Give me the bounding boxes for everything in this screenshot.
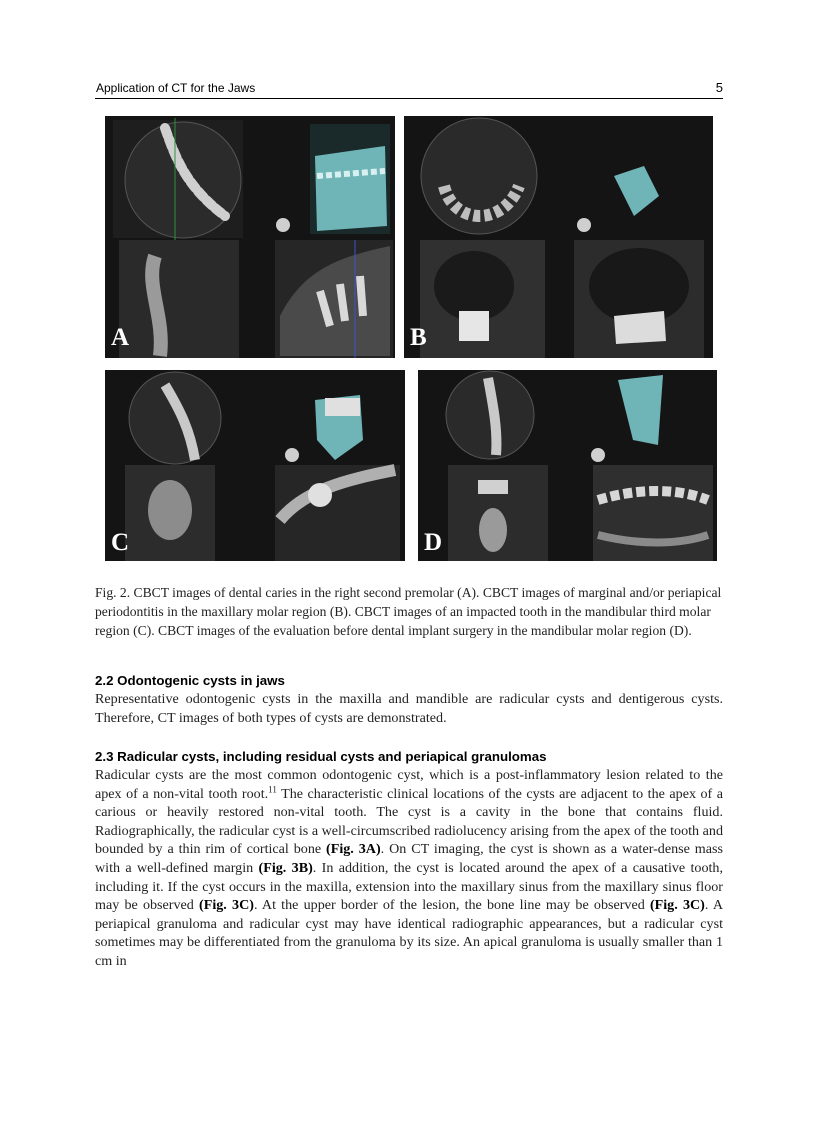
figure-panel-c — [105, 370, 405, 561]
panel-letter-c: C — [111, 529, 130, 556]
running-header — [95, 80, 723, 99]
body-text: The characteristic clinical locations of the cysts are adjacent to the apex of a carious or heavily restored non-vital tooth. The cyst is a cavity in the bone that contains fluid. Radiographically, the radicular cyst is a well-circumscribed radiolucency arising from the apex of the tooth and bounded by a thin rim of cortical bone — [95, 785, 723, 858]
panel-b-ct-image — [404, 116, 713, 358]
figure-reference: (Fig. 3C) — [649, 897, 705, 914]
figure-reference: (Fig. 3B) — [258, 859, 313, 876]
panel-letter-b: B — [410, 324, 427, 351]
body-text: . In addition, the cyst is located around the apex of a causative tooth, including it. If the cyst occurs in the maxilla, extension into the maxillary sinus from the maxillary sinus floor may be observed — [95, 859, 723, 914]
body-text: . On CT imaging, the cyst is shown as a water-dense mass with a well-defined margin — [95, 841, 723, 876]
page-number: 5 — [715, 80, 723, 95]
body-text: . At the upper border of the lesion, the bone line may be observed — [253, 897, 650, 914]
running-title: Application of CT for the Jaws — [96, 81, 256, 95]
panel-d-ct-image — [418, 370, 717, 561]
figure-reference: (Fig. 3C) — [199, 897, 254, 914]
figure-panel-d — [418, 370, 717, 561]
body-text: . A periapical granuloma and radicular cyst may have identical radiographic appearances, but a radicular cyst sometimes may be differentiated from the granuloma by its size. An apical granuloma is usually smaller than 1 cm in — [95, 897, 723, 969]
figure-reference: (Fig. 3A) — [326, 841, 381, 858]
panel-a-ct-image — [105, 116, 395, 358]
panel-letter-d: D — [424, 529, 443, 556]
section-heading-2-2: 2.2 Odontogenic cysts in jaws — [95, 673, 285, 688]
panel-letter-a: A — [111, 324, 130, 351]
section-heading-2-3: 2.3 Radicular cysts, including residual cysts and periapical granulomas — [95, 749, 547, 764]
figure-panel-a — [105, 116, 395, 358]
section-2-3-body — [95, 766, 723, 971]
reference-superscript: 11 — [268, 783, 277, 794]
body-text: Radicular cysts are the most common odontogenic cyst, which is a post-inflammatory lesion related to the apex of a non-vital tooth root. — [95, 767, 723, 802]
section-2-2-body: Representative odontogenic cysts in the maxilla and mandible are radicular cysts and dentigerous cysts. Therefore, CT images of both types of cysts are demonstrated. — [95, 691, 723, 726]
figure-caption: Fig. 2. CBCT images of dental caries in the right second premolar (A). CBCT images of marginal and/or periapical periodontitis in the maxillary molar region (B). CBCT images of an impacted tooth in the mandibular third molar region (C). CBCT images of the evaluation before dental implant surgery in the mandibular molar region (D). — [95, 585, 722, 639]
figure-panel-b — [404, 116, 713, 358]
panel-c-ct-image — [105, 370, 405, 561]
